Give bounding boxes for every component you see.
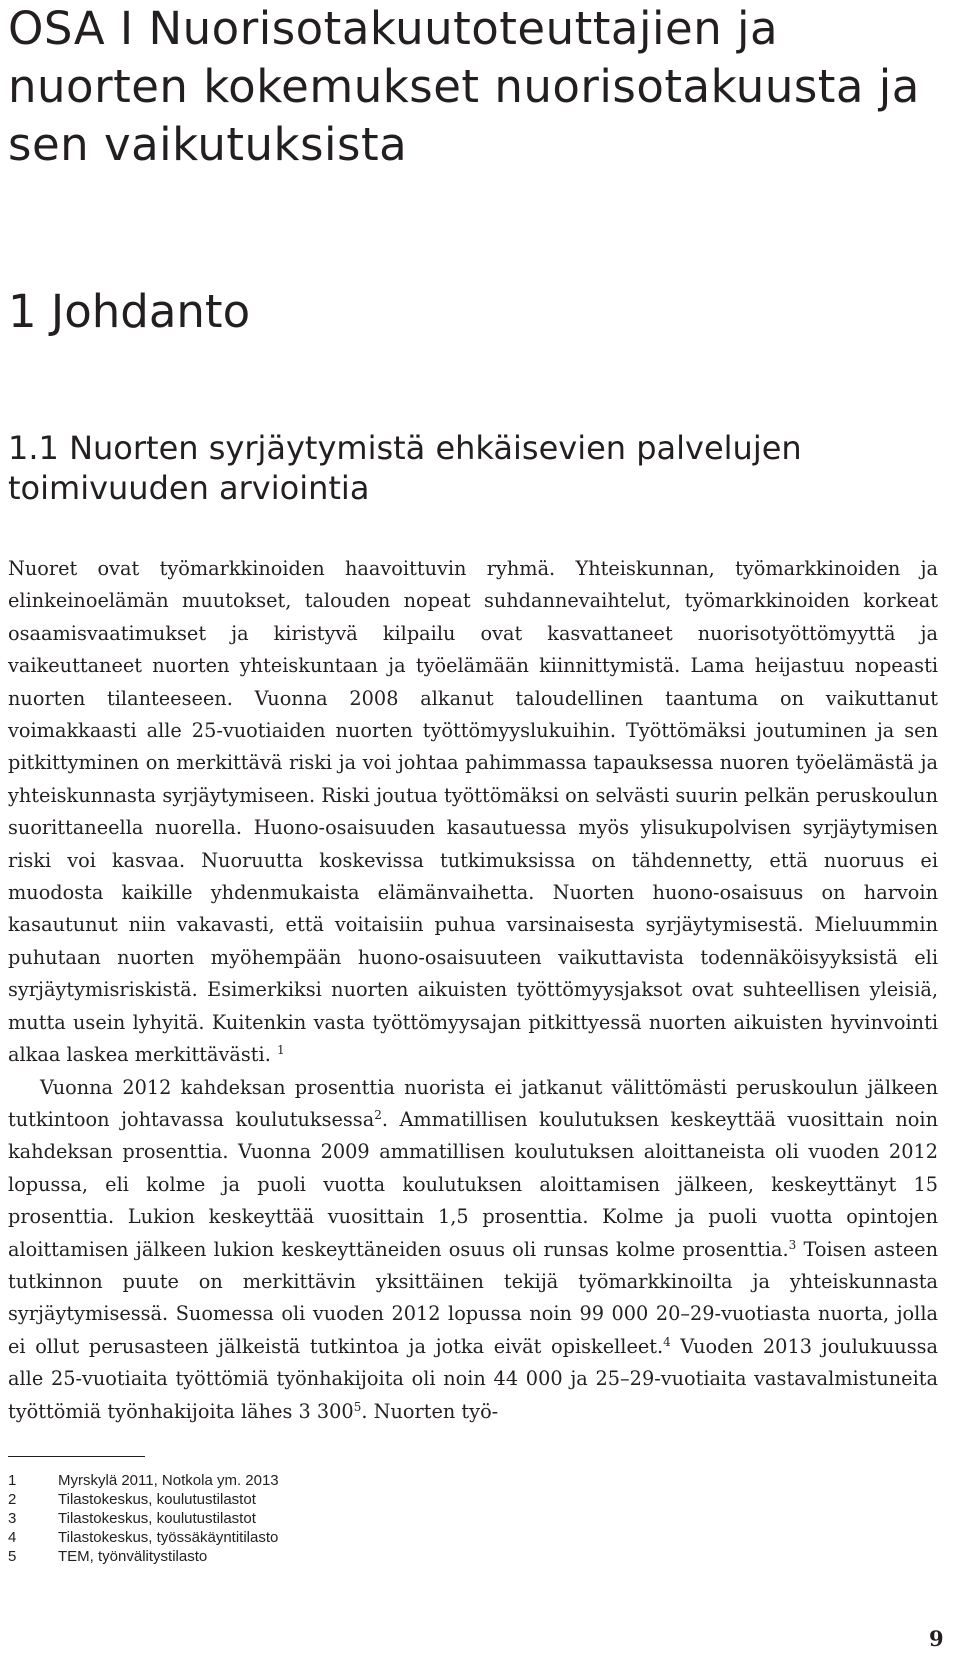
footnote-divider <box>8 1456 145 1457</box>
footnote-text: Tilastokeskus, työssäkäyntitilasto <box>58 1529 279 1546</box>
chapter-title: 1 Johdanto <box>8 285 251 338</box>
paragraph-text: . Nuorten työ- <box>361 1399 499 1423</box>
paragraph-1 <box>8 553 938 1072</box>
part-title: OSA I Nuorisotakuutoteuttajien ja nuorten kokemukset nuorisotakuusta ja sen vaikutuksista <box>8 2 920 171</box>
paragraph-text: Vuonna 2012 kahdeksan prosenttia nuorista ei jatkanut välittömästi peruskoulun jälkeen tutkintoon johtavassa koulutuksessa <box>8 1075 938 1131</box>
section-title: 1.1 Nuorten syrjäytymistä ehkäisevien palvelujen toimivuuden arviointia <box>8 429 802 507</box>
footnote-text: Tilastokeskus, koulutustilastot <box>58 1510 256 1527</box>
footnote-ref-5: 5 <box>353 1399 362 1414</box>
page-number: 9 <box>929 1626 944 1651</box>
footnote-text: TEM, työnvälitystilasto <box>58 1548 208 1565</box>
paragraph-text: Nuoret ovat työmarkkinoiden haavoittuvin ryhmä. Yhteiskunnan, työmarkkinoiden ja elinkeinoelämän muutokset, talouden nopeat suhdannevaihtelut, työmarkkinoiden korkeat osaamisvaatimukset ja kiristyvä kilpailu ovat kasvattaneet nuorisotyöttömyyttä ja vaikeuttaneet nuorten yhteiskuntaan ja työelämään kiinnittymistä. Lama heijastuu nopeasti nuorten tilanteeseen. Vuonna 2008 alkanut taloudellinen taantuma on vaikuttanut voimakkaasti alle 25-vuotiaiden nuorten työttömyyslukuihin. Työttömäksi joutuminen ja sen pitkittyminen on merkittävä riski ja voi johtaa pahimmassa tapauksessa nuoren työelämästä ja yhteiskunnasta syrjäytymiseen. Riski joutua työttömäksi on selvästi suurin pelkän peruskoulun suorittaneella nuorella. Huono-osaisuuden kasautuessa myös ylisukupolvisen syrjäytymisen riski voi kasvaa. Nuoruutta koskevissa tutkimuksissa on tähdennetty, että nuoruus ei muodosta kaikille yhdenmukaista elämänvaihetta. Nuorten huono-osaisuus on harvoin kasautunut niin vakavasti, että voitaisiin puhua varsinaisesta syrjäytymisestä. Mieluummin puhutaan nuorten myöhempään huono-osaisuuteen vaikuttavista todennäköisyyksistä eli syrjäytymisriskistä. Esimerkiksi nuorten aikuisten työttömyysjaksot ovat suhteellisen yleisiä, mutta usein lyhyitä. Kuitenkin vasta työttömyysajan pitkittyessä nuorten aikuisten hyvinvointi alkaa laskea merkittävästi. <box>8 557 938 1067</box>
footnote-number: 1 <box>8 1472 17 1489</box>
footnote <box>8 1471 279 1490</box>
paragraph-text: Toisen asteen tutkinnon puute on merkittävin yksittäinen tekijä työmarkkinoilta ja yhteiskunnasta syrjäytymisessä. Suomessa oli vuoden 2012 lopussa noin 99 000 20–29-vuotiasta nuorta, jolla ei ollut perusasteen jälkeistä tutkintoa ja jotka eivät opiskelleet. <box>8 1237 939 1358</box>
paragraph-text: . Ammatillisen koulutuksen keskeyttää vuosittain noin kahdeksan prosenttia. Vuonna 2009 ammatillisen koulutuksen aloittaneista oli vuoden 2012 lopussa, eli kolme ja puoli vuotta koulutuksen aloittamisen jälkeen, keskeyttänyt 15 prosenttia. Lukion keskeyttää vuosittain 1,5 prosenttia. Kolme ja puoli vuotta opintojen aloittamisen jälkeen lukion keskeyttäneiden osuus oli runsas kolme prosenttia. <box>8 1107 938 1261</box>
body-text <box>8 553 938 1428</box>
footnote-ref-3: 3 <box>788 1237 797 1252</box>
footnote-ref-4: 4 <box>663 1334 671 1349</box>
footnote <box>8 1490 279 1509</box>
footnote <box>8 1547 279 1566</box>
footnote-number: 3 <box>8 1510 17 1527</box>
footnote <box>8 1509 279 1528</box>
paragraph-text: Vuoden 2013 joulukuussa alle 25-vuotiaita työttömiä työnhakijoita oli noin 44 000 ja 25–29-vuotiaita vastavalmistuneita työttömiä työnhakijoita lähes 3 300 <box>8 1334 938 1423</box>
footnote-text: Myrskylä 2011, Notkola ym. 2013 <box>58 1472 279 1489</box>
footnote-ref-2: 2 <box>374 1107 382 1122</box>
footnote-text: Tilastokeskus, koulutustilastot <box>58 1491 256 1508</box>
footnote-ref-1: 1 <box>276 1043 285 1058</box>
footnotes-list <box>8 1471 279 1566</box>
footnote <box>8 1528 279 1547</box>
footnote-number: 4 <box>8 1529 17 1546</box>
footnote-number: 2 <box>8 1491 17 1508</box>
footnote-number: 5 <box>8 1548 17 1565</box>
paragraph-2 <box>8 1072 938 1428</box>
